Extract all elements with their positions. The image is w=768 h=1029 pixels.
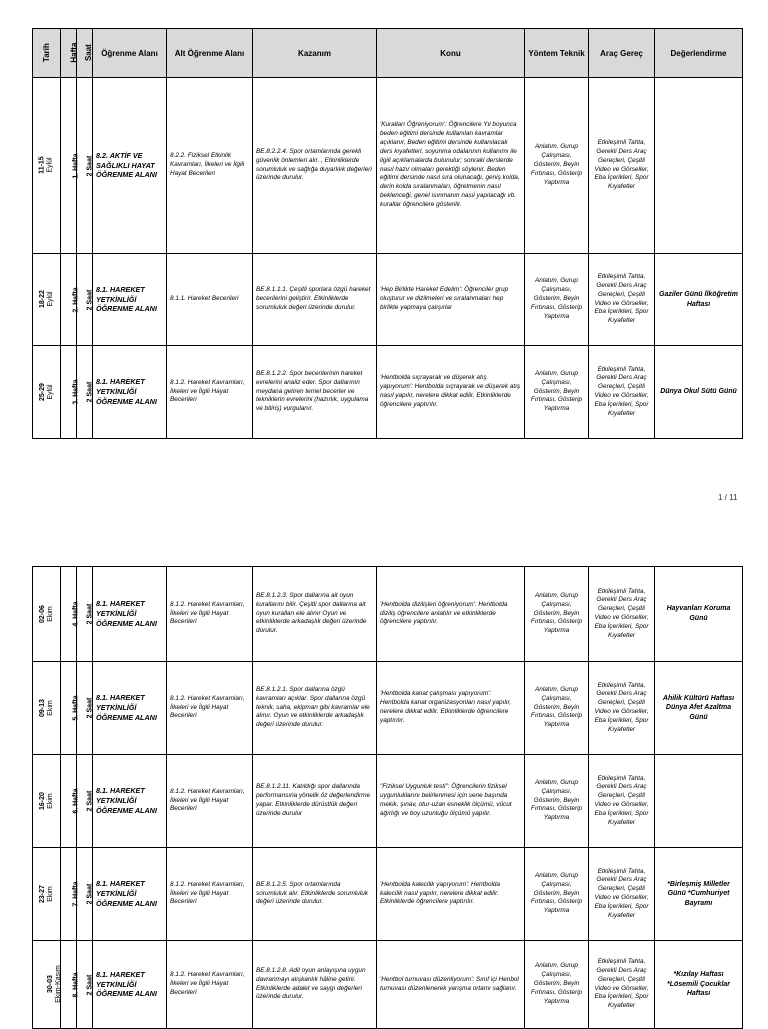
saat-cell: 2 Saat — [77, 346, 93, 439]
header-kazanim: Kazanım — [253, 29, 377, 78]
header-ogrenme-alani: Öğrenme Alanı — [93, 29, 167, 78]
degerlendirme-cell: *Birleşmiş Milletler Günü *Cumhuriyet Bayramı — [655, 848, 743, 941]
alt-ogrenme-alani-cell: 8.1.1. Hareket Becerileri — [167, 254, 253, 346]
kazanim-cell: BE.8.1.2.11. Katıldığı spor dallarında performansına yönelik öz değerlendirme yapar. Etkinliklerde dürüstlük değeri üzerinde durulur — [253, 755, 377, 848]
kazanim-cell: BE.8.1.1.1. Çeşitli sporlara özgü hareket becerilerini geliştirir. Etkinliklerde sorumluluk değeri üzerinde durulur. — [253, 254, 377, 346]
saat-cell: 2 Saat — [77, 941, 93, 1029]
header-degerlendirme: Değerlendirme — [655, 29, 743, 78]
degerlendirme-cell — [655, 755, 743, 848]
alt-ogrenme-alani-cell: 8.1.2. Hareket Kavramları, İlkeleri ve İlgili Hayat Becerileri — [167, 662, 253, 755]
saat-cell: 2 Saat — [77, 755, 93, 848]
hafta-cell: 4. Hafta — [61, 567, 77, 662]
konu-cell: 'Hentbol turnuvası düzenliyorum': Sınıf içi Henbol turnuvası düzenlenerek yarışma ortamı sağlanır. — [377, 941, 525, 1029]
arac-gerec-cell: Etkileşimli Tahta, Gerekli Ders Araç Gereçleri, Çeşitli Video ve Görseller, Eba İçerikleri, Spor Kıyafetler — [589, 941, 655, 1029]
plan-table-page-1 — [32, 28, 743, 439]
tarih-cell: 25-29 Eylül — [33, 346, 61, 439]
yontem-teknik-cell: Anlatım, Gurup Çalışması, Gösterim, Beyin Fırtınası, Gösterip Yaptırma — [525, 755, 589, 848]
kazanim-cell: BE.8.1.2.3. Spor dallarına ait oyun kurallarını bilir. Çeşitli spor dallarına ait oyun kuralları ele alınır Oyun ve etkinliklerde arkadaşlık değeri üzerinde durulur. — [253, 567, 377, 662]
ogrenme-alani-cell: 8.1. HAREKET YETKİNLİĞİ ÖĞRENME ALANI — [93, 567, 167, 662]
konu-cell: 'Hep Birlikte Hareket Edelim': Öğrenciler grup oluşturur ve dizilmeleri ve sıralanmaları hep birlikte yapmaya çalışırlar — [377, 254, 525, 346]
ogrenme-alani-cell: 8.1. HAREKET YETKİNLİĞİ ÖĞRENME ALANI — [93, 346, 167, 439]
hafta-cell: 1. Hafta — [61, 78, 77, 254]
yontem-teknik-cell: Anlatım, Gurup Çalışması, Gösterim, Beyin Fırtınası, Gösterip Yaptırma — [525, 662, 589, 755]
yontem-teknik-cell: Anlatım, Gurup Çalışması, Gösterim, Beyin Fırtınası, Gösterip Yaptırma — [525, 941, 589, 1029]
konu-cell: "Fiziksel Uygunluk testi": Öğrencilerin fiziksel uygunluklarını belirlenmesi için sene başında mekik, şınav, otur-uzan esneklik ölçümü, vücut ağırlığı ve boy uzunluğu ölçümü yapılır. — [377, 755, 525, 848]
yontem-teknik-cell: Anlatım, Gurup Çalışması, Gösterim, Beyin Fırtınası, Gösterip Yaptırma — [525, 254, 589, 346]
header-hafta: Hafta — [61, 29, 77, 78]
hafta-cell: 2. Hafta — [61, 254, 77, 346]
header-yontem-teknik: Yöntem Teknik — [525, 29, 589, 78]
tarih-cell: 09-13 Ekim — [33, 662, 61, 755]
yontem-teknik-cell: Anlatım, Gurup Çalışması, Gösterim, Beyin Fırtınası, Gösterip Yaptırma — [525, 567, 589, 662]
konu-cell: 'Hentbolda dizilişleri öğreniyorum': Hentbolda diziliş öğrencilere anlatılır ve etkinliklerde öğrencilere yaptırılır. — [377, 567, 525, 662]
header-arac-gerec: Araç Gereç — [589, 29, 655, 78]
hafta-cell: 8. Hafta — [61, 941, 77, 1029]
saat-cell: 2 Saat — [77, 848, 93, 941]
arac-gerec-cell: Etkileşimli Tahta, Gerekli Ders Araç Gereçleri, Çeşitli Video ve Görseller, Eba İçerikleri, Spor Kıyafetler — [589, 755, 655, 848]
hafta-cell: 5. Hafta — [61, 662, 77, 755]
yontem-teknik-cell: Anlatım, Gurup Çalışması, Gösterim, Beyin Fırtınası, Gösterip Yaptırma — [525, 346, 589, 439]
plan-table-page-2 — [32, 566, 743, 1029]
week-row — [33, 254, 743, 346]
alt-ogrenme-alani-cell: 8.1.2. Hareket Kavramları, İlkeleri ve İlgili Hayat Becerileri — [167, 941, 253, 1029]
week-row — [33, 567, 743, 662]
hafta-cell: 3. Hafta — [61, 346, 77, 439]
hafta-cell: 7. Hafta — [61, 848, 77, 941]
page-number: 1 / 11 — [718, 493, 738, 502]
ogrenme-alani-cell: 8.1. HAREKET YETKİNLİĞİ ÖĞRENME ALANI — [93, 254, 167, 346]
arac-gerec-cell: Etkileşimli Tahta, Gerekli Ders Araç Gereçleri, Çeşitli Video ve Görseller, Eba İçerikleri, Spor Kıyafetler — [589, 662, 655, 755]
header-konu: Konu — [377, 29, 525, 78]
alt-ogrenme-alani-cell: 8.1.2. Hareket Kavramları, İlkeleri ve İlgili Hayat Becerileri — [167, 346, 253, 439]
alt-ogrenme-alani-cell: 8.1.2. Hareket Kavramları, İlkeleri ve İlgili Hayat Becerileri — [167, 848, 253, 941]
ogrenme-alani-cell: 8.1. HAREKET YETKİNLİĞİ ÖĞRENME ALANI — [93, 941, 167, 1029]
tarih-cell: 11-15 Eylül — [33, 78, 61, 254]
arac-gerec-cell: Etkileşimli Tahta, Gerekli Ders Araç Gereçleri, Çeşitli Video ve Görseller, Eba İçerikleri, Spor Kıyafetler — [589, 254, 655, 346]
week-row — [33, 755, 743, 848]
header-alt-ogrenme-alani: Alt Öğrenme Alanı — [167, 29, 253, 78]
hafta-cell: 6. Hafta — [61, 755, 77, 848]
degerlendirme-cell: Dünya Okul Sütü Günü — [655, 346, 743, 439]
tarih-cell: 23-27 Ekim — [33, 848, 61, 941]
degerlendirme-cell: Ahilik Kültürü Haftası Dünya Afet Azaltma Günü — [655, 662, 743, 755]
arac-gerec-cell: Etkileşimli Tahta, Gerekli Ders Araç Gereçleri, Çeşitli Video ve Görseller, Eba İçerikleri, Spor Kıyafetler — [589, 346, 655, 439]
degerlendirme-cell: Gaziler Günü İlköğretim Haftası — [655, 254, 743, 346]
saat-cell: 2 Saat — [77, 567, 93, 662]
arac-gerec-cell: Etkileşimli Tahta, Gerekli Ders Araç Gereçleri, Çeşitli Video ve Görseller, Eba İçerikleri, Spor Kıyafetler — [589, 567, 655, 662]
alt-ogrenme-alani-cell: 8.1.2. Hareket Kavramları, İlkeleri ve İlgili Hayat Becerileri — [167, 567, 253, 662]
tarih-cell: 02-06 Ekim — [33, 567, 61, 662]
header-tarih: Tarih — [33, 29, 61, 78]
konu-cell: 'Hentbolda sıçrayarak ve düşerek atış yapıyorum': Hentbolda sıçrayarak ve düşerek atış nasıl yapılır, nerelere dikkat edilir. Etkinliklerde öğrencilere yaptırılır. — [377, 346, 525, 439]
degerlendirme-cell: *Kızılay Haftası *Lösemili Çocuklar Haftası — [655, 941, 743, 1029]
week-row — [33, 78, 743, 254]
alt-ogrenme-alani-cell: 8.2.2. Fiziksel Etkinlik Kavramları, İlkeleri ve İlgili Hayat Becerileri — [167, 78, 253, 254]
header-saat: Saat — [77, 29, 93, 78]
kazanim-cell: BE.8.1.2.1. Spor dallarına özgü kavramları açıklar. Spor dallarına özgü teknik, saha, ekipman gibi kavramlar ele alınır. Oyun ve etkinliklerde arkadaşlık değeri üzerinde durulur. — [253, 662, 377, 755]
konu-cell: 'Kuralları Öğreniyorum': Öğrencilere Yıl boyunca beden eğitimi dersinde kullanılan kavramlar açıklanır, Beden eğitimi dersinde kullanılacak ders kıyafetleri, soyunma odalarının kullanımı ile ilgili açıklamalarda bulunulur; sonraki derslerde nasıl hazır olmaları gerektiği söylenir. Beden eğitimi dersinde nasıl sıra olunacağı, geniş kolda, derin kolda sıralanmaları, öğretmenin nasıl beklenceği, genel ısınmanın nasıl yapılacağı vb. kurallar öğrencilere gösterilir. — [377, 78, 525, 254]
ogrenme-alani-cell: 8.1. HAREKET YETKİNLİĞİ ÖĞRENME ALANI — [93, 662, 167, 755]
konu-cell: 'Hentbolda kalecilik yapıyorum': Hentbolda kalecilik nasıl yapılır, nerelere dikkat edilir. Etkinliklerde öğrencilere yaptırılır. — [377, 848, 525, 941]
ogrenme-alani-cell: 8.1. HAREKET YETKİNLİĞİ ÖĞRENME ALANI — [93, 755, 167, 848]
week-row — [33, 346, 743, 439]
saat-cell: 2 Saat — [77, 254, 93, 346]
tarih-cell: 30-03 Ekim-Kasım — [33, 941, 61, 1029]
header-row — [33, 29, 743, 78]
saat-cell: 2 Saat — [77, 662, 93, 755]
degerlendirme-cell: Hayvanları Koruma Günü — [655, 567, 743, 662]
arac-gerec-cell: Etkileşimli Tahta, Gerekli Ders Araç Gereçleri, Çeşitli Video ve Görseller, Eba İçerikleri, Spor Kıyafetler — [589, 848, 655, 941]
week-row — [33, 848, 743, 941]
ogrenme-alani-cell: 8.2. AKTİF VE SAĞLIKLI HAYAT ÖĞRENME ALANI — [93, 78, 167, 254]
degerlendirme-cell — [655, 78, 743, 254]
kazanim-cell: BE.8.1.2.2. Spor becerilerinin hareket evrelerini analiz eder. Spor dallarının meydana getiren temel becerler ve tekniklerin evrelerini (hazırlık, uygulama ve bitiriş) vurgulanır. — [253, 346, 377, 439]
tarih-cell: 18-22 Eylül — [33, 254, 61, 346]
konu-cell: 'Hentbolda kanat çalışması yapıyorum': Hentbolda kanat organizasyonları nasıl yapılır, nerelere dikkat edilir. Etkinliklerde öğrencilere yaptırılır. — [377, 662, 525, 755]
ogrenme-alani-cell: 8.1. HAREKET YETKİNLİĞİ ÖĞRENME ALANI — [93, 848, 167, 941]
week-row — [33, 941, 743, 1029]
kazanim-cell: BE.8.2.2.4. Spor ortamlarında gerekli güvenlik önlemleri alır. , Etkinliklerde sorumluluk ve sağlığa duyarlılık değerleri üzerinde durulur. — [253, 78, 377, 254]
arac-gerec-cell: Etkileşimli Tahta, Gerekli Ders Araç Gereçleri, Çeşitli Video ve Görseller, Eba İçerikleri, Spor Kıyafetler — [589, 78, 655, 254]
saat-cell: 2 Saat — [77, 78, 93, 254]
tarih-cell: 16-20 Ekim — [33, 755, 61, 848]
kazanim-cell: BE.8.1.2.5. Spor ortamlarında sorumluluk alır. Etkinliklerde sorumluluk değeri üzerinde durulur. — [253, 848, 377, 941]
kazanim-cell: BE.8.1.2.8. Adil oyun anlayışına uygun davranmayı alışkanlık hâline getirir. Etkinliklerde adalet ve saygı değerleri üzerinde durulur. — [253, 941, 377, 1029]
yontem-teknik-cell: Anlatım, Gurup Çalışması, Gösterim, Beyin Fırtınası, Gösterip Yaptırma — [525, 848, 589, 941]
week-row — [33, 662, 743, 755]
yontem-teknik-cell: Anlatım, Gurup Çalışması, Gösterim, Beyin Fırtınası, Gösterip Yaptırma — [525, 78, 589, 254]
alt-ogrenme-alani-cell: 8.1.2. Hareket Kavramları, İlkeleri ve İlgili Hayat Becerileri — [167, 755, 253, 848]
